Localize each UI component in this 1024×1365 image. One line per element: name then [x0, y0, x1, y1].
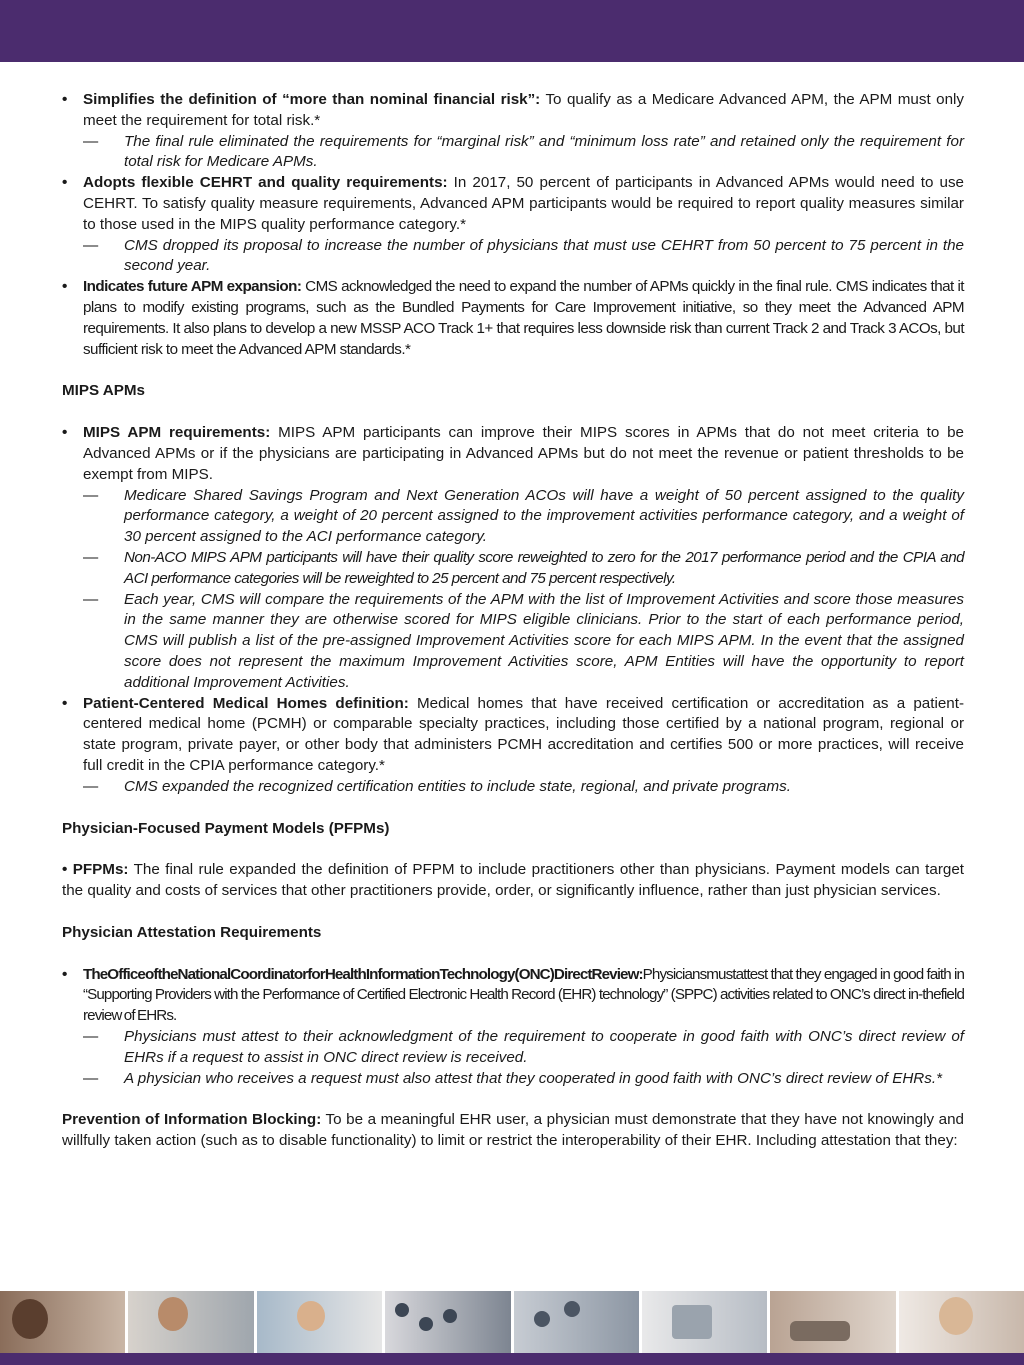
dash-glyph: — [83, 548, 98, 566]
dash-glyph: — [83, 1028, 99, 1046]
dash-glyph: — [83, 590, 99, 608]
bullet-text: To qualify as a Medicare Advanced APM, the APM must only meet the requirement for total risk.* [83, 91, 964, 129]
document-body [62, 90, 964, 1152]
photo-strip [0, 1291, 1024, 1353]
sub-item [62, 236, 964, 278]
bullet-text: In 2017, 50 percent of participants in Advanced APMs would need to use CEHRT. To satisfy quality measure requirements, Advanced APM participants would be required to report quality measures similar to those used in the MIPS quality performance category.* [83, 174, 964, 233]
bullet-pcmh-definition [62, 694, 964, 777]
bullet-onc-direct-review [62, 965, 964, 1027]
dash-glyph: — [83, 132, 99, 150]
photo-tile [257, 1291, 382, 1353]
paragraph-text: To be a meaningful EHR user, a physician must demonstrate that they have not knowingly and willfully taken action (such as to disable functionality) to limit or restrict the interoperability of their EHR. Including attestation that they: [62, 1111, 964, 1150]
photo-tile [642, 1291, 767, 1353]
paragraph-label: • PFPMs: [62, 861, 129, 879]
section-heading-pfpms: Physician-Focused Payment Models (PFPMs) [62, 819, 390, 837]
sub-item-text: A physician who receives a request must also attest that they cooperated in good faith with ONC’s direct review of EHRs.* [124, 1069, 942, 1087]
bullet-text: MIPS APM participants can improve their MIPS scores in APMs that do not meet criteria to be Advanced APMs or if the physicians are participating in Advanced APMs but do not meet the revenue or patient thresholds to be exempt from MIPS. [83, 424, 964, 483]
bullet-glyph: • [62, 965, 68, 983]
photo-tile [385, 1291, 510, 1353]
bullet-glyph: • [62, 694, 68, 712]
bullet-glyph: • [62, 278, 67, 296]
dash-glyph: — [83, 777, 99, 795]
bullet-text: Physiciansmustattest that they engaged in good faith in “Supporting Providers with the Performance of Certified Electronic Health Record (EHR) technology” (SPPC) activities related to ONC’s direct in-thefield review of EHRs. [83, 965, 964, 1025]
paragraph-label: Prevention of Information Blocking: [62, 1111, 322, 1129]
pfpm-paragraph [62, 860, 964, 902]
dash-glyph: — [83, 486, 99, 504]
section-heading-attestation: Physician Attestation Requirements [62, 923, 322, 941]
bullet-glyph: • [62, 424, 68, 442]
bullet-label: Indicates future APM expansion: [83, 278, 302, 296]
sub-item-text: Each year, CMS will compare the requirements of the APM with the list of Improvement Activities and score those measures in the same manner they are otherwise scored for MIPS eligible clinicians. Prior to the start of each performance period, CMS will publish a list of the pre-assigned Improvement Activities score for each MIPS APM. In the event that the assigned score does not represent the maximum Improvement Activities score, APM Entities will have the opportunity to report additional Improvement Activities. [124, 590, 964, 691]
sub-item [62, 132, 964, 174]
sub-item [62, 777, 964, 798]
sub-item-text: CMS dropped its proposal to increase the number of physicians that must use CEHRT from 50 percent to 75 percent in the second year. [124, 236, 964, 275]
sub-item [62, 1027, 964, 1069]
photo-tile [899, 1291, 1024, 1353]
footer-band [0, 1353, 1024, 1365]
sub-item-text: Physicians must attest to their acknowledgment of the requirement to cooperate in good faith with ONC’s direct review of EHRs if a request to assist in ONC direct review is received. [124, 1028, 964, 1066]
photo-tile [770, 1291, 895, 1353]
photo-tile [128, 1291, 253, 1353]
photo-tile [514, 1291, 639, 1353]
bullet-cehrt-quality [62, 173, 964, 235]
bullet-label: Simplifies the definition of “more than nominal financial risk”: [83, 91, 541, 108]
bullet-apm-expansion [62, 277, 964, 360]
bullet-glyph: • [62, 91, 68, 108]
bullet-text: CMS acknowledged the need to expand the number of APMs quickly in the final rule. CMS indicates that it plans to modify existing programs, such as the Bundled Payments for Care Improvement initiative, so they meet the Advanced APM requirements. It also plans to develop a new MSSP ACO Track 1+ that requires less downside risk than current Track 2 and Track 3 ACOs, but sufficient risk to meet the Advanced APM standards.* [83, 278, 964, 358]
bullet-label: Patient-Centered Medical Homes definition: [83, 694, 409, 712]
prevention-paragraph [62, 1110, 964, 1152]
bullet-label: MIPS APM requirements: [83, 424, 271, 442]
sub-item [62, 1069, 964, 1090]
sub-item [62, 590, 964, 694]
bullet-glyph: • [62, 174, 68, 192]
dash-glyph: — [83, 236, 99, 254]
bullet-text: Medical homes that have received certification or accreditation as a patient-centered medical home (PCMH) or comparable specialty practices, including those certified by a national program, regional or state program, private payer, or other body that administers PCMH accreditation and certifies 500 or more practices, will receive full credit in the CPIA performance category.* [83, 694, 964, 774]
dash-glyph: — [83, 1069, 99, 1087]
section-heading-mips-apms: MIPS APMs [62, 382, 145, 400]
sub-item-text: The final rule eliminated the requirements for “marginal risk” and “minimum loss rate” and retained only the requirement for total risk for Medicare APMs. [124, 132, 964, 171]
bullet-mips-requirements [62, 423, 964, 485]
sub-item-text: CMS expanded the recognized certification entities to include state, regional, and private programs. [124, 777, 791, 795]
photo-tile [0, 1291, 125, 1353]
bullet-nominal-risk [62, 90, 964, 132]
bullet-label: Adopts flexible CEHRT and quality requirements: [83, 174, 448, 192]
sub-item [62, 486, 964, 548]
header-band [0, 0, 1024, 62]
bullet-label: TheOfficeoftheNationalCoordinatorforHealthInformationTechnology(ONC)DirectReview: [83, 965, 643, 983]
sub-item-text: Medicare Shared Savings Program and Next Generation ACOs will have a weight of 50 percent assigned to the quality performance category, a weight of 20 percent assigned to the improvement activities performance category, and a weight of 30 percent assigned to the ACI performance category. [124, 486, 964, 546]
sub-item-text: Non-ACO MIPS APM participants will have their quality score reweighted to zero for the 2017 performance period and the CPIA and ACI performance categories will be reweighted to 25 percent and 75 percent respectively. [124, 548, 964, 587]
paragraph-text: The final rule expanded the definition of PFPM to include practitioners other than physicians. Payment models can target the quality and costs of services that other practitioners provide, order, or significantly influence, rather than just physician services. [62, 861, 964, 900]
sub-item [62, 548, 964, 590]
